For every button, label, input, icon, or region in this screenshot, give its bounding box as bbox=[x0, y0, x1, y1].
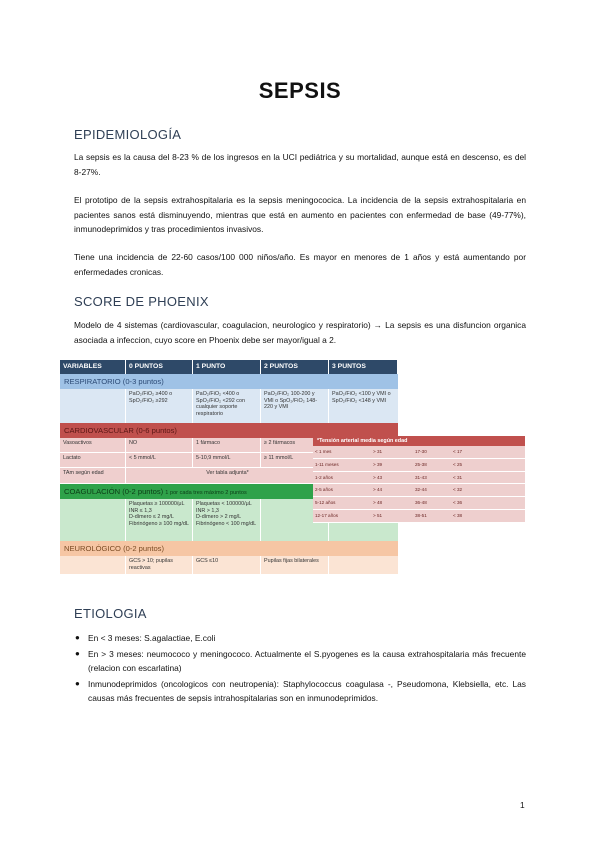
phoenix-heading: SCORE DE PHOENIX bbox=[74, 294, 209, 309]
table-cell: 17-30 bbox=[415, 449, 427, 454]
table-cell: > 44 bbox=[373, 487, 383, 493]
header-cell: 2 PUNTOS bbox=[261, 360, 329, 374]
header-cell: 0 PUNTOS bbox=[126, 360, 193, 374]
tension-arterial-table bbox=[313, 436, 525, 523]
table-cell: < 31 bbox=[453, 474, 463, 480]
table-cell bbox=[60, 499, 126, 541]
table-row bbox=[313, 472, 525, 485]
header-cell: 3 PUNTOS bbox=[329, 360, 398, 374]
table-cell: 5-12 años bbox=[315, 500, 336, 506]
bullet-icon: ● bbox=[75, 633, 80, 642]
table-cell: 1 fármaco bbox=[193, 438, 261, 452]
list-item bbox=[74, 647, 526, 676]
table-cell: < 5 mmol/L bbox=[126, 453, 193, 467]
table-cell bbox=[60, 389, 126, 423]
table-cell: > 31 bbox=[373, 449, 383, 454]
table-row bbox=[313, 484, 525, 497]
table-cell: PaO₂/FiO₂ 100-200 y VMI o SpO₂/FiO₂ 148-220 y VMI bbox=[261, 389, 329, 423]
table-row bbox=[313, 459, 525, 472]
table-cell: 36-48 bbox=[415, 500, 427, 506]
etiologia-list bbox=[74, 631, 526, 707]
table-cell: 38-51 bbox=[415, 512, 427, 518]
table-cell: Plaquetas < 100000/μL INR > 1,3 D-dímero > 2 mg/L Fibrinógeno < 100 mg/dL bbox=[193, 499, 261, 541]
table-cell: 1-11 meses bbox=[315, 461, 339, 467]
table-cell: Ver tabla adjunta* bbox=[206, 470, 249, 476]
table-header-row bbox=[60, 360, 398, 374]
table-cell: 2-5 años bbox=[315, 487, 333, 493]
section-cardiovascular: CARDIOVASCULAR (0-6 puntos) bbox=[60, 423, 398, 438]
table-cell: < 32 bbox=[453, 487, 463, 493]
epidemiologia-heading: EPIDEMIOLOGÍA bbox=[74, 127, 182, 142]
table-cell bbox=[329, 556, 398, 574]
table-cell: > 51 bbox=[373, 512, 383, 518]
table-cell: 31-43 bbox=[415, 474, 427, 480]
table-cell: PaO₂/FiO₂ ≥400 o SpO₂/FiO₂ ≥292 bbox=[126, 389, 193, 423]
header-cell: 1 PUNTO bbox=[193, 360, 261, 374]
tension-table-title: *Tensión arterial media según edad bbox=[313, 436, 525, 446]
list-item-text: Inmunodeprimidos (oncologicos con neutropenia): Staphylococcus coagulasa -, Pseudomona, Klebsiella, etc. Las causas más frecuentes de sepsis intrahospitalarias son en inmunodeprimidos. bbox=[88, 678, 526, 704]
table-cell: Pupilas fijas bilaterales bbox=[261, 556, 329, 574]
table-cell: > 43 bbox=[373, 474, 383, 480]
table-cell: < 17 bbox=[453, 449, 463, 454]
list-item-text: En > 3 meses: neumococo y meningococo. Actualmente el S.pyogenes es la causa extrahospitalaria más frecuente (relacion con escarlatina) bbox=[88, 648, 526, 674]
table-row bbox=[313, 510, 525, 523]
table-cell: TAm según edad bbox=[60, 468, 126, 483]
table-cell: PaO₂/FiO₂ <100 y VMI o SpO₂/FiO₂ <148 y VMI bbox=[332, 391, 391, 404]
etiologia-heading: ETIOLOGIA bbox=[74, 606, 147, 621]
table-cell: < 36 bbox=[453, 500, 463, 506]
table-cell: ≥ 2 fármacos bbox=[261, 438, 329, 452]
list-item bbox=[74, 677, 526, 706]
section-label: COAGULACIÓN (0-2 puntos) bbox=[64, 487, 164, 496]
table-cell bbox=[60, 556, 126, 574]
epidemiologia-paragraph-3: Tiene una incidencia de 22-60 casos/100 000 niños/año. Es mayor en menores de 1 años y está aumentando por enfermedades cronicas. bbox=[74, 252, 526, 277]
page-number: 1 bbox=[520, 800, 525, 810]
table-cell: NO bbox=[126, 438, 193, 452]
table-cell: 25-38 bbox=[415, 461, 427, 467]
list-item-text: En < 3 meses: S.agalactiae, E.coli bbox=[88, 633, 216, 643]
phoenix-intro: Modelo de 4 sistemas (cardiovascular, coagulacion, neurologico y respiratorio) → La sepsis es una disfuncion organica asociada a infeccion, cuyo score en Phoenix debe ser mayor/igual a 2. bbox=[74, 320, 526, 345]
page-title: SEPSIS bbox=[258, 78, 342, 103]
epidemiologia-paragraph-1: La sepsis es la causa del 8-23 % de los ingresos en la UCI pediátrica y su mortalidad, aunque está en descenso, es del 8-27%. bbox=[74, 152, 526, 177]
table-cell: > 48 bbox=[373, 500, 383, 506]
section-neurologico: NEUROLÓGICO (0-2 puntos) bbox=[60, 541, 398, 556]
table-row bbox=[60, 556, 398, 574]
bullet-icon: ● bbox=[75, 678, 80, 688]
table-row bbox=[60, 389, 398, 423]
table-cell: 12-17 años bbox=[315, 512, 338, 518]
bullet-icon: ● bbox=[75, 648, 80, 658]
table-cell: Vasoactivos bbox=[60, 438, 126, 452]
table-cell: 5-10,9 mmol/L bbox=[193, 453, 261, 467]
table-row bbox=[313, 446, 525, 459]
table-cell: 32-44 bbox=[415, 487, 427, 493]
table-row bbox=[313, 497, 525, 510]
table-cell: Lactato bbox=[60, 453, 126, 467]
header-cell: VARIABLES bbox=[60, 360, 126, 374]
table-cell: GCS ≤10 bbox=[193, 556, 261, 574]
table-cell: Plaquetas ≥ 100000/μL INR ≤ 1,3 D-dímero ≤ 2 mg/L Fibrinógeno ≥ 100 mg/dL bbox=[126, 499, 193, 541]
section-respiratorio: RESPIRATORIO (0-3 puntos) bbox=[60, 374, 398, 389]
epidemiologia-paragraph-2: El prototipo de la sepsis extrahospitalaria es la sepsis meningococica. La incidencia de la sepsis extrahospitalaria en pacientes sanos está disminuyendo, mientras que está en aumento en pacientes con enfermedad de base (49-77%), inmunodeprimidos y tras procedimientos invasivos. bbox=[74, 195, 526, 235]
table-cell: PaO₂/FiO₂ <400 o SpO₂/FiO₂ <292 con cualquier soporte respiratorio bbox=[193, 389, 261, 423]
table-cell: GCS > 10; pupilas reactivas bbox=[126, 556, 193, 574]
table-cell: < 38 bbox=[453, 512, 463, 518]
table-cell: < 1 mes bbox=[315, 449, 332, 454]
table-cell: 1-2 años bbox=[315, 474, 333, 480]
list-item bbox=[74, 631, 526, 646]
table-cell: ≥ 11 mmol/L bbox=[261, 453, 329, 467]
table-cell: < 25 bbox=[453, 461, 463, 467]
section-note: 1 por cada tres máximo 2 puntos bbox=[165, 490, 247, 496]
table-cell: > 39 bbox=[373, 461, 383, 467]
